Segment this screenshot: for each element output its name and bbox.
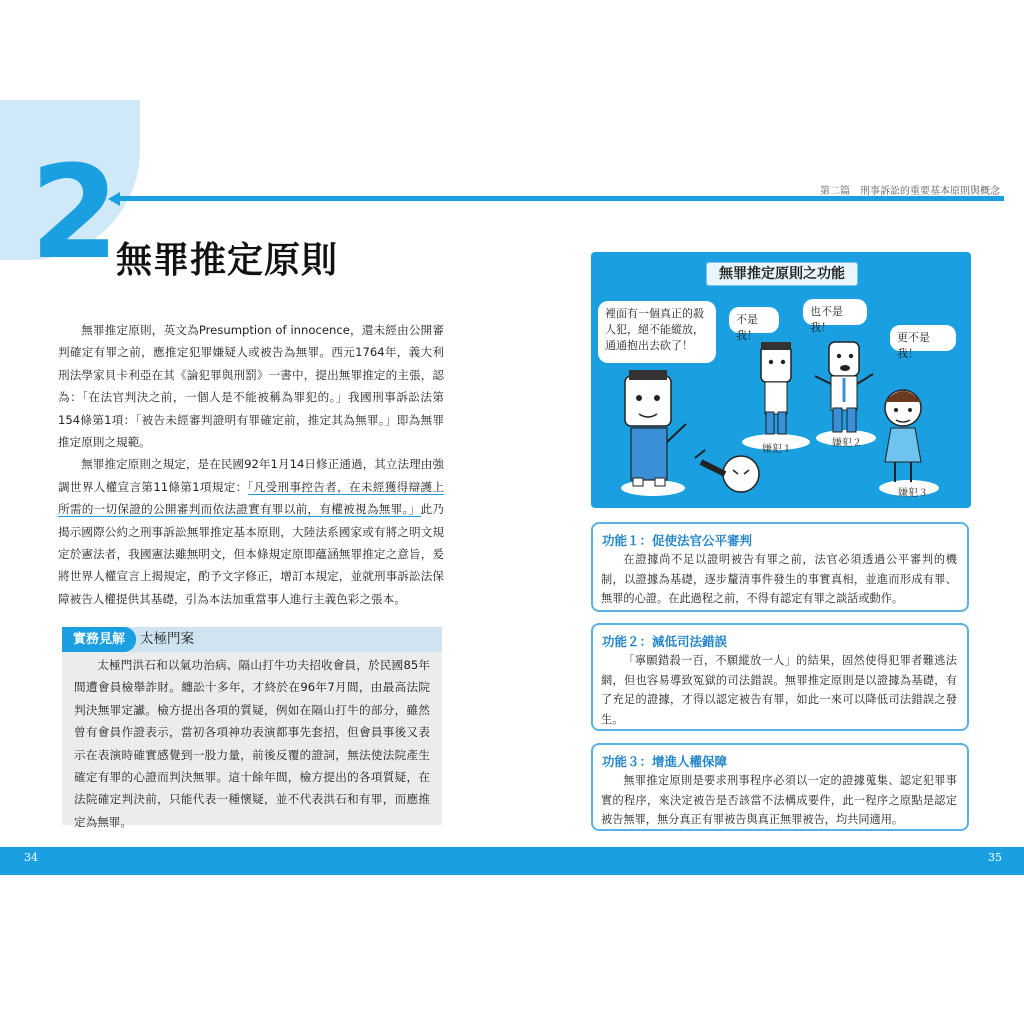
suspect-1-label: 嫌犯１ [762, 444, 792, 455]
function-box-2 [591, 623, 969, 731]
suspect-3-figure [885, 390, 921, 482]
illustration-cartoon [591, 252, 971, 508]
suspect-3-speech-bubble: 更不是我！ [890, 325, 956, 351]
illustration-panel [591, 252, 971, 508]
case-text [74, 654, 430, 833]
function-1-title: 功能１：促使法官公平審判 [602, 533, 753, 548]
case-paragraph: 太極門洪石和以氣功治病、隔山打牛功夫招收會員，於民國85年間遭會員檢舉詐財。纏訟十多年，才終於在96年7月間，由最高法院判決無罪定讞。檢方提出各項的質疑，例如在隔山打牛的部分，雖然曾有會員作證表示，當初各項神功表演都事先套招，但會員事後又表示在表演時確實感覺到一股力量，前後反覆的證詞，無法使法院產生確定有罪的心證而判決無罪。這十餘年間，檢方提出的各項質疑，在法院確定判決前，只能代表一種懷疑，並不代表洪石和有罪，而應推定為無罪。 [74, 658, 430, 829]
function-1-text: 在證據尚不足以證明被告有罪之前，法官必須透過公平審判的機制，以證據為基礎，逐步釐清事件發生的事實真相，並進而形成有罪、無罪的心證。在此過程之前，不得有認定有罪之談話或動作。 [601, 553, 957, 605]
paragraph-2-underlined: 「凡受刑事控告者，在未經獲得辯護上所需的一切保證的公開審判而依法證實有罪以前，有權被視為無罪。」 [58, 479, 444, 517]
judge-figure [625, 370, 686, 486]
function-3-title: 功能３：增進人權保障 [602, 754, 728, 769]
chapter-number: 2 [30, 139, 116, 288]
suspect-1-speech-bubble: 不是我！ [729, 307, 779, 333]
function-box-3 [591, 743, 969, 831]
page-number-right: 35 [988, 851, 1002, 864]
paragraph-1: 無罪推定原則，英文為Presumption of innocence，還未經由公開審判確定有罪之前，應推定犯罪嫌疑人或被告為無罪。西元1764年，義大利刑法學家貝卡利亞在其《論犯罪與刑罰》一書中，提出無罪推定的主張，認為：「在法官判決之前，一個人是不能被稱為罪犯的。」我國刑事訴訟法第154條第1項：「被告未經審判證明有罪確定前，推定其為無罪。」即為無罪推定原則之規範。 [58, 323, 444, 450]
suspect-2-speech-bubble: 也不是我！ [803, 299, 867, 325]
chapter-title: 無罪推定原則 [116, 240, 339, 281]
suspect-1-figure [761, 342, 791, 434]
body-text [58, 319, 444, 610]
paragraph-2-end: 此乃揭示國際公約之刑事訴訟無罪推定基本原則，大陸法系國家或有將之明文規定於憲法者，我國憲法雖無明文，但本條規定原即蘊涵無罪推定之意旨，爰將世界人權宣言上揭規定，酌予文字修正，增訂本規定，並就刑事訴訟法保障被告人權提供其基礎，引為本法加重當事人進行主義色彩之張本。 [58, 502, 444, 606]
case-tag: 實務見解 [62, 627, 136, 652]
footer-bar [0, 847, 1024, 875]
function-box-1 [591, 522, 969, 612]
paragraph-2 [58, 453, 444, 610]
fallen-person-figure [695, 450, 759, 492]
page-number-left: 34 [24, 851, 38, 864]
suspect-2-figure [815, 342, 873, 432]
judge-speech-bubble: 裡面有一個真正的殺人犯，絕不能縱放，通通抱出去砍了！ [598, 301, 716, 363]
function-2-text: 「寧願錯殺一百，不願縱放一人」的結果，固然使得犯罪者難逃法網，但也容易導致冤獄的司法錯誤。無罪推定原則是以證據為基礎，有了充足的證據，才得以認定被告有罪，如此一來可以降低司法錯誤之發生。 [601, 654, 957, 726]
suspect-3-label: 嫌犯３ [898, 488, 928, 499]
function-3-text: 無罪推定原則是要求刑事程序必須以一定的證據蒐集、認定犯罪事實的程序，來決定被告是否該當不法構成要件，此一程序之原點是認定被告無罪，無分真正有罪被告與真正無罪被告，均共同適用。 [601, 774, 957, 826]
suspect-2-label: 嫌犯２ [832, 438, 862, 449]
paragraph-2-start: 無罪推定原則之規定，是在民國92年1月14日修正通過，其立法理由強調世界人權宣言第11條第1項規定： [58, 457, 444, 494]
illustration-title: 無罪推定原則之功能 [706, 262, 858, 286]
case-title: 太極門案 [140, 631, 194, 647]
running-head: 第二篇 刑事訴訟的重要基本原則與概念 [820, 186, 1000, 197]
function-2-title: 功能２：減低司法錯誤 [602, 634, 728, 649]
header-arrow-icon [108, 192, 120, 206]
